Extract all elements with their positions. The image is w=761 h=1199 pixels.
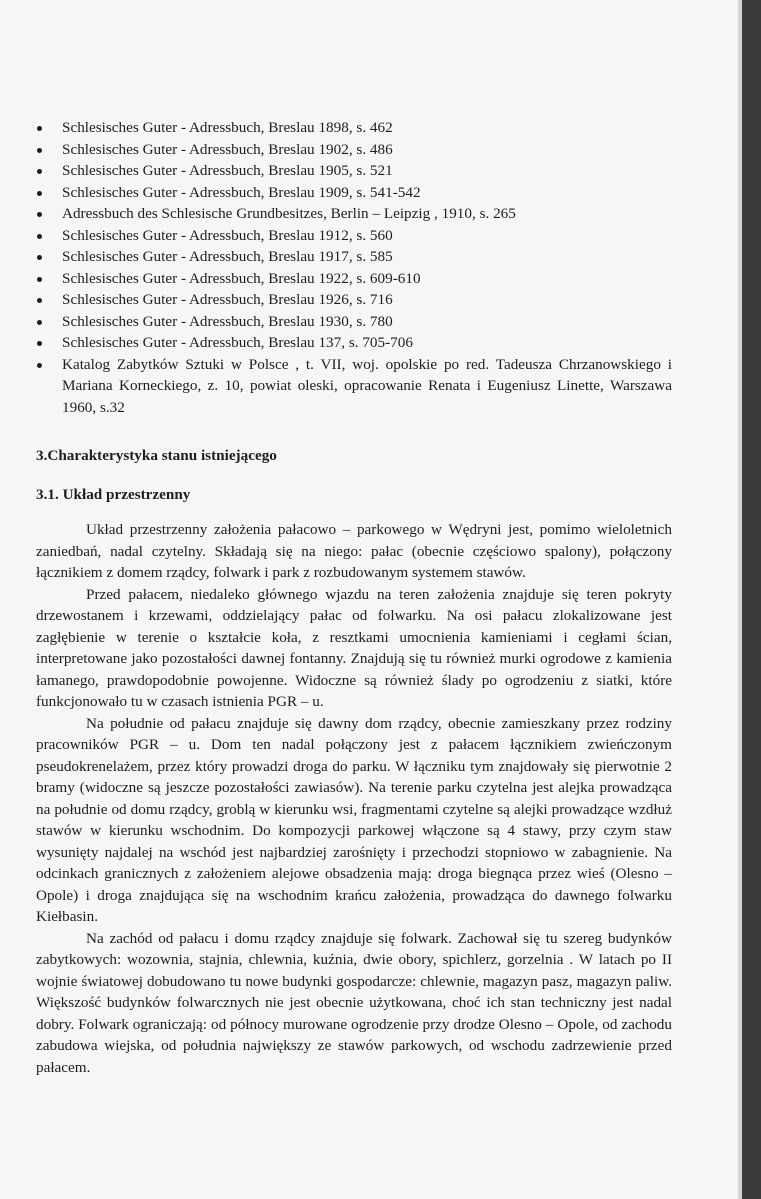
reference-item xyxy=(36,225,672,247)
paragraph: Na zachód od pałacu i domu rządcy znajduje się folwark. Zachował się tu szereg budynków zabytkowych: wozownia, stajnia, chlewnia, kuźnia, dwie obory, spichlerz, gorzelnia . W latach po II wojnie światowej dobudowano tu nowe budynki gospodarcze: chlewnie, magazyn pasz, magazyn paliw. Większość budynków folwarcznych nie jest obecnie użytkowana, choć ich stan techniczny jest nadal dobry. Folwark ograniczają: od północy murowane ogrodzenie przy drodze Olesno – Opole, od zachodu zabudowa wiejska, od południa największy ze stawów parkowych, od wschodu zadrzewienie przed pałacem. xyxy=(36,929,672,1076)
reference-item xyxy=(36,160,672,182)
reference-text: Schlesisches Guter - Adressbuch, Breslau 1930, s. 780 xyxy=(62,312,393,330)
reference-item xyxy=(36,289,672,311)
reference-text: Schlesisches Guter - Adressbuch, Breslau 137, s. 705-706 xyxy=(62,334,413,351)
reference-item xyxy=(36,246,672,268)
reference-text: Schlesisches Guter - Adressbuch, Breslau 1922, s. 609-610 xyxy=(62,269,421,287)
page-content xyxy=(36,117,672,1078)
reference-item xyxy=(36,182,672,204)
subsection-heading: 3.1. Układ przestrzenny xyxy=(36,485,191,503)
reference-item xyxy=(36,332,672,354)
reference-item xyxy=(36,268,672,290)
reference-text: Schlesisches Guter - Adressbuch, Breslau 1917, s. 585 xyxy=(62,248,393,265)
paragraph: Układ przestrzenny założenia pałacowo – parkowego w Wędryni jest, pomimo wieloletnich zaniedbań, nadal czytelny. Składają się na niego: pałac (obecnie częściowo spalony), połączony łącznikiem z domem rządcy, folwark i park z rozbudowanym systemem stawów. xyxy=(36,521,672,581)
reference-text: Schlesisches Guter - Adressbuch, Breslau 1926, s. 716 xyxy=(62,291,393,308)
body-text xyxy=(36,519,672,1078)
reference-list xyxy=(36,117,672,418)
reference-text: Schlesisches Guter - Adressbuch, Breslau 1912, s. 560 xyxy=(62,226,393,244)
section-heading: 3.Charakterystyka stanu istniejącego xyxy=(36,447,277,464)
scan-border xyxy=(742,0,761,1199)
reference-item xyxy=(36,139,672,161)
reference-text: Schlesisches Guter - Adressbuch, Breslau 1909, s. 541-542 xyxy=(62,183,421,201)
reference-item xyxy=(36,203,672,225)
reference-text: Schlesisches Guter - Adressbuch, Breslau 1905, s. 521 xyxy=(62,162,393,179)
reference-text: Katalog Zabytków Sztuki w Polsce , t. VII, woj. opolskie po red. Tadeusza Chrzanowskiego i Mariana Korneckiego, z. 10, powiat oleski, opracowanie Renata i Eugeniusz Linette, Warszawa 1960, s.32 xyxy=(62,355,672,416)
paragraph: Przed pałacem, niedaleko głównego wjazdu na teren założenia znajduje się teren pokryty drzewostanem i krzewami, oddzielający pałac od folwarku. Na osi pałacu zlokalizowane jest zagłębienie w terenie o kształcie koła, z resztkami umocnienia kamieniami i cegłami ścian, interpretowane jako pozostałości dawnej fontanny. Znajdują się tu również murki ogrodowe z kamienia łamanego, prawdopodobnie powojenne. Widoczne są również ślady po ogrodzeniu z siatki, które funkcjonowało tu w czasach istnienia PGR – u. xyxy=(36,585,672,710)
paragraph: Na południe od pałacu znajduje się dawny dom rządcy, obecnie zamieszkany przez rodziny pracowników PGR – u. Dom ten nadal połączony jest z pałacem łącznikiem zwieńczonym pseudokrenelażem, przez który prowadzi droga do parku. W łączniku tym znajdowały się pierwotnie 2 bramy (widoczne są jeszcze pozostałości zawiasów). Na terenie parku czytelna jest alejka prowadząca na południe od domu rządcy, groblą w kierunku wsi, fragmentami czytelne są alejki prowadzące wzdłuż stawów w kierunku wschodnim. Do kompozycji parkowej włączone są 4 stawy, przy czym staw wysunięty najdalej na wschód jest najbardziej zarośnięty i przechodzi stopniowo w zabagnienie. Na odcinkach granicznych z założeniem alejowe obsadzenia mają: droga biegnąca przez wieś (Olesno – Opole) i droga znajdująca się na wschodnim krańcu założenia, prowadząca do dawnego folwarku Kiełbasin. xyxy=(36,714,672,925)
reference-item xyxy=(36,117,672,139)
reference-text: Schlesisches Guter - Adressbuch, Breslau 1902, s. 486 xyxy=(62,140,393,158)
reference-item xyxy=(36,354,672,419)
reference-text: Adressbuch des Schlesische Grundbesitzes, Berlin – Leipzig , 1910, s. 265 xyxy=(62,205,516,222)
reference-text: Schlesisches Guter - Adressbuch, Breslau 1898, s. 462 xyxy=(62,119,393,136)
reference-item xyxy=(36,311,672,333)
